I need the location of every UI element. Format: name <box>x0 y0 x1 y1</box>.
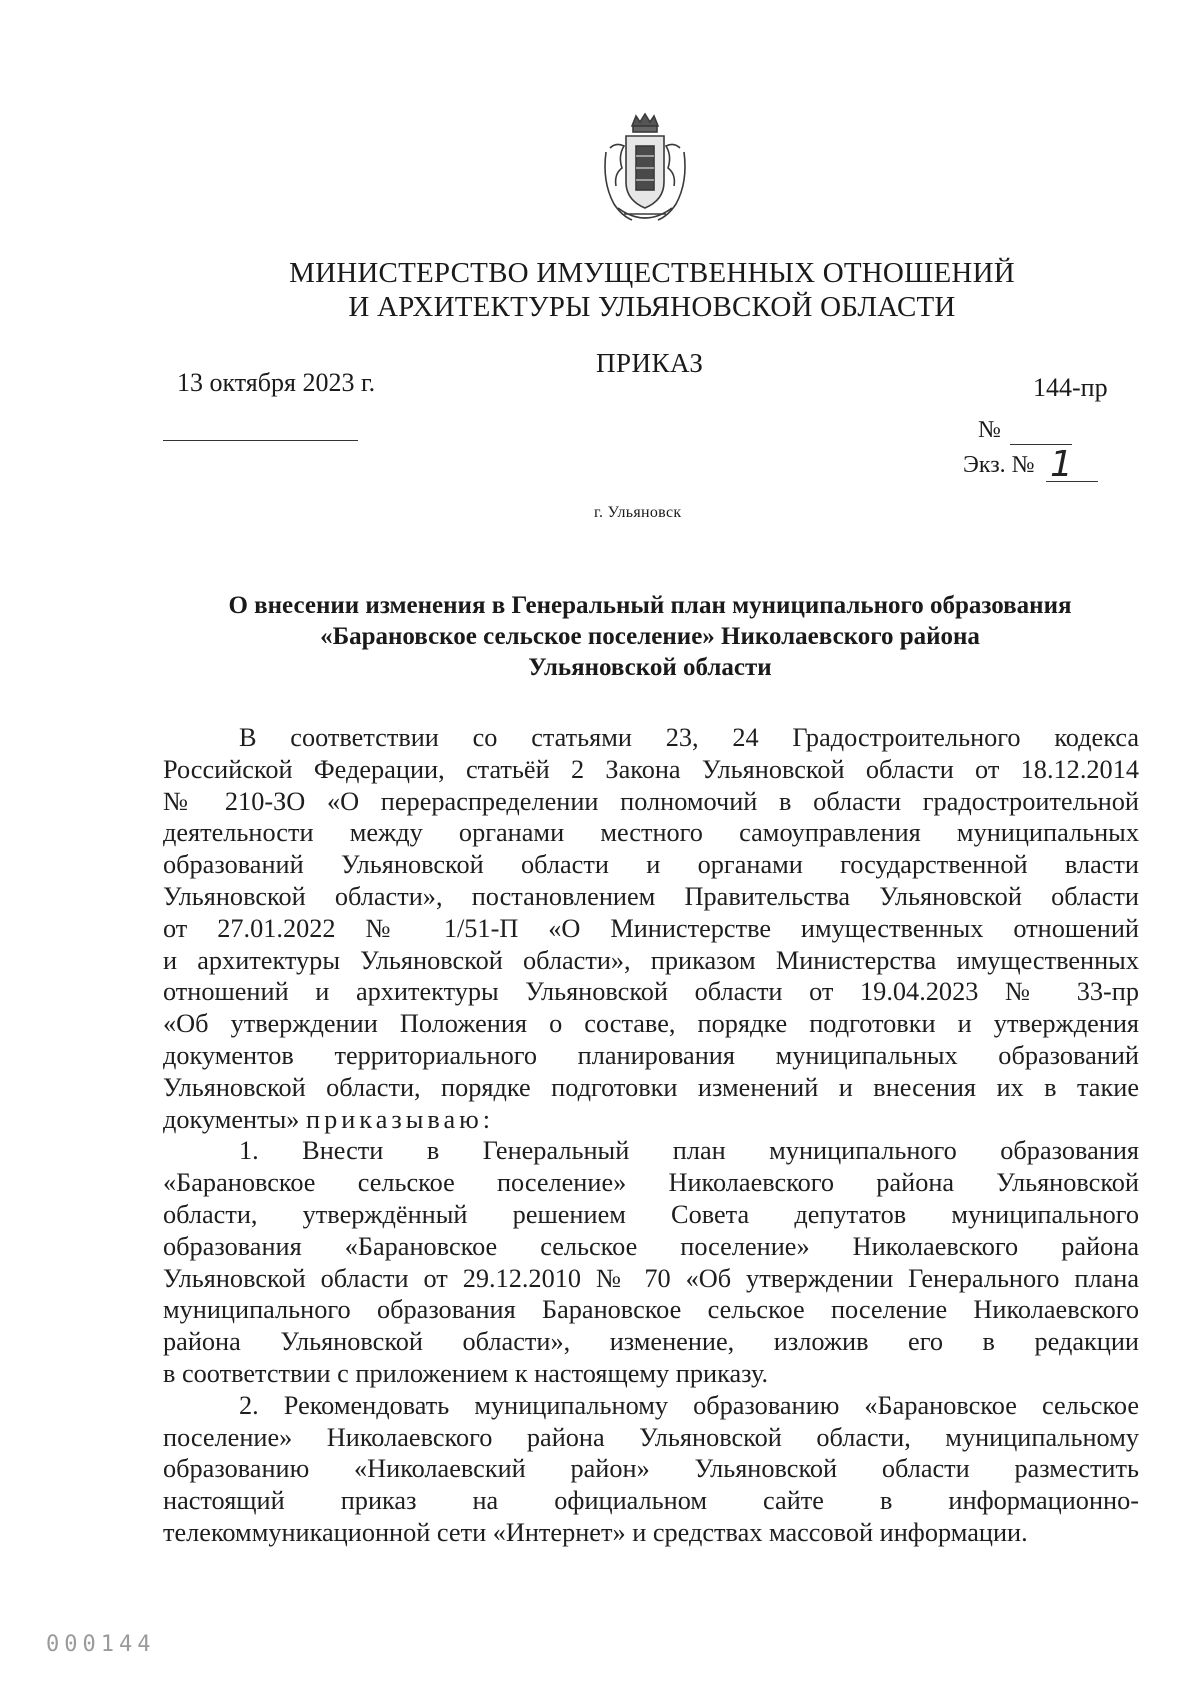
body-line: Российской Федерации, статьёй 2 Закона Ульяновской области от 18.12.2014 <box>163 754 1139 784</box>
ministry-name-line-1: МИНИСТЕРСТВО ИМУЩЕСТВЕННЫХ ОТНОШЕНИЙ <box>289 257 1015 289</box>
body-line: муниципального образования Барановское сельское поселение Николаевского <box>163 1295 1139 1325</box>
body-line: телекоммуникационной сети «Интернет» и средствах массовой информации. <box>163 1517 1028 1547</box>
body-line: В соответствии со статьями 23, 24 Градостроительного кодекса <box>239 723 1139 752</box>
subject-line-2: «Барановское сельское поселение» Николаевского района <box>320 623 980 650</box>
body-line: образований Ульяновской области и органами государственной власти <box>163 850 1139 880</box>
body-line: «Барановское сельское поселение» Николаевского района Ульяновской <box>163 1168 1139 1198</box>
copy-number-handwritten: 1 <box>1050 444 1073 485</box>
body-line: документов территориального планирования муниципальных образований <box>163 1040 1139 1070</box>
subject-line-3: Ульяновской области <box>528 654 772 681</box>
body-line: и архитектуры Ульяновской области», приказом Министерства имущественных <box>163 945 1139 975</box>
body-line <box>163 1104 1139 1136</box>
ministry-name <box>52 256 1200 324</box>
body-line: Ульяновской области от 29.12.2010 № 70 «Об утверждении Генерального плана <box>163 1263 1139 1293</box>
body-line: области, утверждённый решением Совета депутатов муниципального <box>163 1199 1139 1229</box>
body-line: от 27.01.2022 № 1/51-П «О Министерстве имущественных отношений <box>163 913 1139 943</box>
body-line: 1. Внести в Генеральный план муниципального образования <box>239 1136 1139 1166</box>
copy-underline <box>1046 481 1098 482</box>
body-line: настоящий приказ на официальном сайте в информационно- <box>163 1486 1139 1516</box>
document-type: ПРИКАЗ <box>596 348 704 378</box>
body-line: деятельности между органами местного самоуправления муниципальных <box>163 818 1139 848</box>
body-line: отношений и архитектуры Ульяновской области от 19.04.2023 № 33-пр <box>163 977 1139 1007</box>
number-label: № <box>978 417 1001 443</box>
body-line: поселение» Николаевского района Ульяновской области, муниципальному <box>163 1422 1139 1452</box>
body-line: в соответствии с приложением к настоящему приказу. <box>163 1358 769 1388</box>
order-date: 13 октября 2023 г. <box>177 368 376 397</box>
body-line: района Ульяновской области», изменение, изложив его в редакции <box>163 1327 1139 1357</box>
body-line-text: документы» <box>163 1104 300 1134</box>
subject-line-1: О внесении изменения в Генеральный план муниципального образования <box>228 592 1072 619</box>
coat-of-arms-icon <box>596 112 694 230</box>
body-line: «Об утверждении Положения о составе, порядке подготовки и утверждения <box>163 1009 1139 1039</box>
body-line: Ульяновской области, порядке подготовки изменений и внесения их в такие <box>163 1072 1139 1102</box>
body-line: образованию «Николаевский район» Ульяновской области разместить <box>163 1454 1139 1484</box>
copy-label: Экз. № <box>963 452 1035 478</box>
body-line: Ульяновской области», постановлением Правительства Ульяновской области <box>163 881 1139 911</box>
body-line: № 210-ЗО «О перераспределении полномочий в области градостроительной <box>163 786 1139 816</box>
ministry-name-line-2: И АРХИТЕКТУРЫ УЛЬЯНОВСКОЙ ОБЛАСТИ <box>348 291 956 323</box>
city: г. Ульяновск <box>594 504 682 521</box>
order-body <box>163 722 1139 1549</box>
order-verb: приказываю: <box>306 1104 495 1134</box>
body-line: 2. Рекомендовать муниципальному образованию «Барановское сельское <box>239 1390 1139 1420</box>
archive-stamp-number: 000144 <box>46 1632 156 1657</box>
date-underline <box>163 440 358 441</box>
body-line: образования «Барановское сельское поселение» Николаевского района <box>163 1231 1139 1261</box>
order-number: 144-пр <box>1033 373 1108 402</box>
order-subject <box>150 590 1150 683</box>
